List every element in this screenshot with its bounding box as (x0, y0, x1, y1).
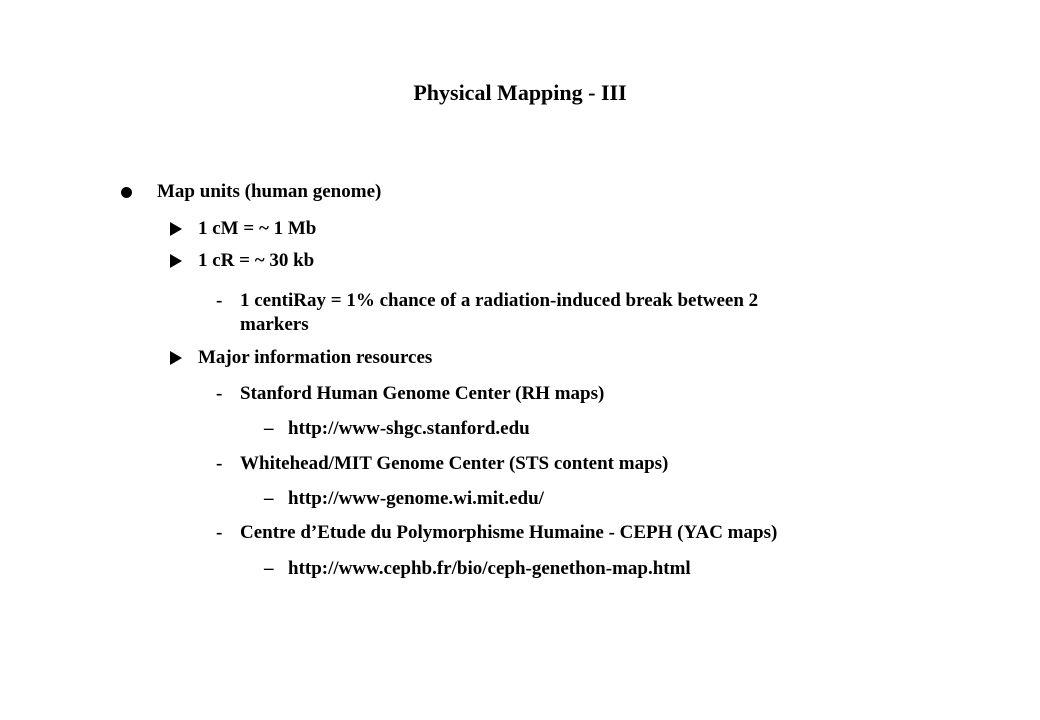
arrow-bullet-icon (170, 254, 182, 268)
list-item: Whitehead/MIT Genome Center (STS content maps) (240, 453, 669, 474)
list-item: Map units (human genome) (157, 181, 382, 202)
arrow-bullet-icon (170, 351, 182, 365)
dash-bullet: - (216, 383, 223, 404)
bullet-dot-icon (121, 187, 132, 198)
list-item: Major information resources (198, 347, 433, 368)
dash-bullet: - (216, 453, 223, 474)
url-link[interactable]: http://www-genome.wi.mit.edu/ (288, 488, 544, 509)
list-item: Stanford Human Genome Center (RH maps) (240, 383, 605, 404)
list-item: 1 cM = ~ 1 Mb (198, 218, 317, 239)
page-title: Physical Mapping - III (413, 80, 627, 105)
endash-bullet: – (264, 418, 274, 439)
list-item: Centre d’Etude du Polymorphisme Humaine - CEPH (YAC maps) (240, 522, 778, 543)
arrow-bullet-icon (170, 222, 182, 236)
list-item: 1 centiRay = 1% chance of a radiation-induced break between 2 (240, 290, 759, 311)
list-item-continuation: markers (240, 314, 309, 335)
url-link[interactable]: http://www.cephb.fr/bio/ceph-genethon-map.html (288, 558, 691, 579)
dash-bullet: - (216, 290, 223, 311)
endash-bullet: – (264, 558, 274, 579)
url-link[interactable]: http://www-shgc.stanford.edu (288, 418, 530, 439)
dash-bullet: - (216, 522, 223, 543)
list-item: 1 cR = ~ 30 kb (198, 250, 315, 271)
endash-bullet: – (264, 488, 274, 509)
